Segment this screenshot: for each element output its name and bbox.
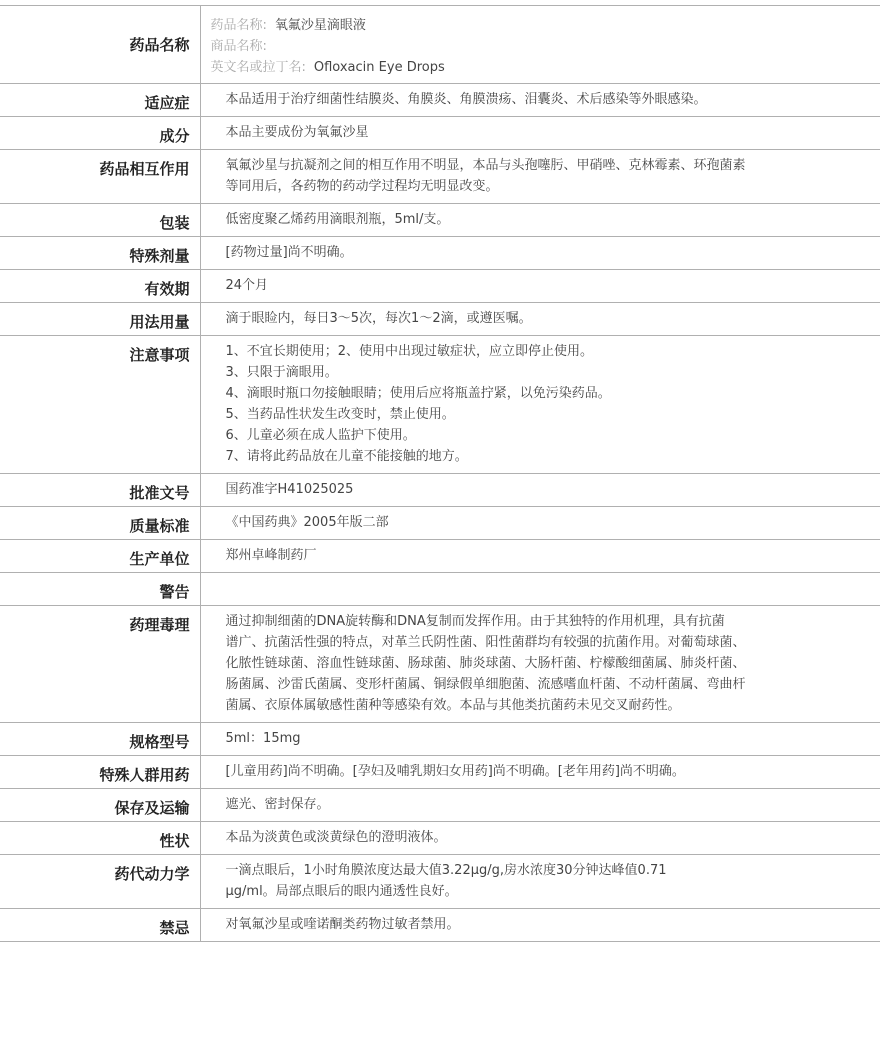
row-label: 特殊剂量 [0,237,200,270]
row-value [200,855,880,909]
row-value [200,789,880,822]
row-value-line: 谱广、抗菌活性强的特点，对革兰氏阴性菌、阳性菌群均有较强的抗菌作用。对葡萄球菌、 [225,635,746,650]
english-name-key: 英文名或拉丁名: [210,60,306,75]
row-value [200,336,880,474]
row-value-line [226,578,801,599]
row-value-line: 肠菌属、沙雷氏菌属、变形杆菌属、铜绿假单细胞菌、流感嗜血杆菌、不动杆菌属、弯曲杆 [225,677,746,692]
row-label: 批准文号 [0,474,200,507]
row-label: 性状 [0,822,200,855]
generic-name-value: 氧氟沙星滴眼液 [274,18,366,33]
table-row [0,855,880,909]
table-row [0,756,880,789]
row-value-line: [儿童用药]尚不明确。[孕妇及哺乳期妇女用药]尚不明确。[老年用药]尚不明确。 [225,764,685,779]
row-value-line: 化脓性链球菌、溶血性链球菌、肠球菌、肺炎球菌、大肠杆菌、柠檬酸细菌属、肺炎杆菌、 [225,656,746,671]
row-value-line: 遮光、密封保存。 [225,797,330,812]
row-value [200,606,880,723]
row-value [200,237,880,270]
english-name-line [211,57,801,78]
row-value-line: 郑州卓峰制药厂 [225,548,317,563]
row-label: 警告 [0,573,200,606]
row-label: 禁忌 [0,909,200,942]
row-label: 药代动力学 [0,855,200,909]
row-label: 成分 [0,117,200,150]
row-value-line: 一滴点眼后，1小时角膜浓度达最大值3.22μg/g,房水浓度30分钟达峰值0.71 [225,863,667,878]
row-value-line: 本品主要成份为氧氟沙星 [225,125,369,140]
trade-name-key: 商品名称: [210,39,267,54]
row-label: 药品相互作用 [0,150,200,204]
table-row [0,336,880,474]
row-label: 用法用量 [0,303,200,336]
table-row [0,117,880,150]
table-row [0,909,880,942]
row-value-line: 3、只限于滴眼用。 [225,365,338,380]
row-label: 药理毒理 [0,606,200,723]
row-value-line: 《中国药典》2005年版二部 [225,515,389,530]
table-row [0,723,880,756]
table-row [0,84,880,117]
row-value-line: 6、儿童必须在成人监护下使用。 [225,428,416,443]
row-label: 质量标准 [0,507,200,540]
row-label: 包装 [0,204,200,237]
row-value [200,117,880,150]
row-value-line: 本品适用于治疗细菌性结膜炎、角膜炎、角膜溃疡、泪囊炎、术后感染等外眼感染。 [225,92,707,107]
row-value-line: 5ml：15mg [225,731,301,746]
table-row [0,822,880,855]
table-row [0,303,880,336]
row-value-line: 滴于眼睑内，每日3～5次，每次1～2滴，或遵医嘱。 [225,311,532,326]
generic-name-key: 药品名称: [210,18,267,33]
row-value-line: 4、滴眼时瓶口勿接触眼睛；使用后应将瓶盖拧紧，以免污染药品。 [225,386,611,401]
row-value [200,573,880,606]
row-value-line: 7、请将此药品放在儿童不能接触的地方。 [225,449,468,464]
row-value [200,270,880,303]
drug-info-sheet [0,5,880,942]
row-value-line: 本品为淡黄色或淡黄绿色的澄明液体。 [225,830,447,845]
row-label: 有效期 [0,270,200,303]
table-row [0,204,880,237]
row-value-line: 国药准字H41025025 [225,482,354,497]
row-value-line: 5、当药品性状发生改变时，禁止使用。 [225,407,455,422]
row-value [200,756,880,789]
row-drug-name [0,6,880,84]
row-value-line: 等同用后，各药物的药动学过程均无明显改变。 [225,179,499,194]
table-row [0,540,880,573]
table-row [0,237,880,270]
row-value [200,84,880,117]
drug-info-table [0,5,880,942]
row-value [200,303,880,336]
row-value [200,150,880,204]
row-label: 保存及运输 [0,789,200,822]
english-name-value: Ofloxacin Eye Drops [313,60,445,75]
generic-name-line [211,15,801,36]
table-row [0,474,880,507]
row-value-line: 24个月 [225,278,269,293]
row-value-line: 低密度聚乙烯药用滴眼剂瓶，5ml/支。 [225,212,450,227]
row-value-line: 氧氟沙星与抗凝剂之间的相互作用不明显，本品与头孢噻肟、甲硝唑、克林霉素、环孢菌素 [225,158,746,173]
row-label: 规格型号 [0,723,200,756]
row-label: 适应症 [0,84,200,117]
row-value [200,822,880,855]
row-value [200,909,880,942]
row-label-drug-name: 药品名称 [0,6,200,84]
row-value [200,507,880,540]
table-row [0,789,880,822]
row-value-line: [药物过量]尚不明确。 [225,245,353,260]
trade-name-line [211,36,801,57]
row-value [200,204,880,237]
row-value [200,723,880,756]
table-row [0,270,880,303]
row-label: 注意事项 [0,336,200,474]
row-value [200,540,880,573]
row-value-line: 通过抑制细菌的DNA旋转酶和DNA复制而发挥作用。由于其独特的作用机理，具有抗菌 [225,614,725,629]
row-value [200,474,880,507]
row-value-line: 对氧氟沙星或喹诺酮类药物过敏者禁用。 [225,917,460,932]
table-row [0,573,880,606]
row-value-line: 菌属、衣原体属敏感性菌种等感染有效。本品与其他类抗菌药未见交叉耐药性。 [225,698,681,713]
table-row [0,150,880,204]
row-value-line: 1、不宜长期使用；2、使用中出现过敏症状，应立即停止使用。 [225,344,594,359]
row-label: 特殊人群用药 [0,756,200,789]
table-row [0,606,880,723]
row-value-line: μg/ml。局部点眼后的眼内通透性良好。 [225,884,458,899]
table-row [0,507,880,540]
row-label: 生产单位 [0,540,200,573]
drug-name-values [200,6,880,84]
